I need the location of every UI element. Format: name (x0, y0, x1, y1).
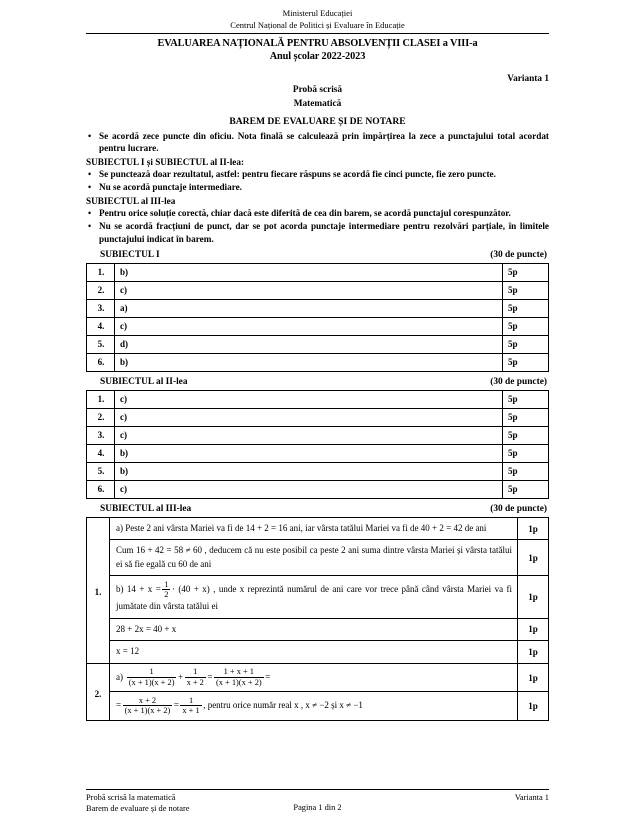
row-number: 5. (87, 335, 115, 353)
subject-1-heading-row (86, 250, 549, 260)
subject-2-heading-row (86, 377, 549, 387)
fraction-denominator: x + 1 (182, 706, 200, 716)
row-answer: c) (115, 281, 503, 299)
row-answer: b) (115, 353, 503, 371)
instruction-i-ii-2: • Nu se acordă punctaje intermediare. (86, 181, 549, 193)
fraction-denominator: 2 (164, 590, 169, 600)
table-row (87, 281, 549, 299)
table-row (87, 390, 549, 408)
footer-left-line-1: Probă scrisă la matematică (86, 793, 176, 802)
row-number: 4. (87, 317, 115, 335)
row-points: 5p (503, 263, 549, 281)
table-row (87, 299, 549, 317)
document-footer (86, 789, 549, 812)
row-points: 5p (503, 426, 549, 444)
plus-sign: + (177, 671, 184, 682)
footer-variant: Varianta 1 (514, 793, 549, 802)
table-row (87, 540, 549, 576)
table-row (87, 408, 549, 426)
row-points: 5p (503, 462, 549, 480)
subject-2-points: (30 de puncte) (490, 376, 547, 387)
solution-step-text: 28 + 2x = 40 + x (110, 618, 518, 641)
table-row (87, 263, 549, 281)
problem-number: 1. (87, 517, 110, 663)
solution-step-points: 1p (518, 576, 549, 618)
solution-step-points: 1p (518, 540, 549, 576)
row-answer: b) (115, 263, 503, 281)
subject-1-answer-table (86, 263, 549, 372)
footer-left (86, 792, 189, 814)
exam-title-line-1: EVALUAREA NAȚIONALĂ PENTRU ABSOLVENȚII CLASEI a VIII-a (157, 38, 478, 49)
proba-label: Probă scrisă (292, 85, 343, 96)
fraction-one-half (162, 580, 170, 600)
instruction-iii-2: • Nu se acordă fracțiuni de punct, dar se pot acorda punctaje intermediare pentru rezolvări parțiale, în limitele punctajului indicat în barem. (86, 220, 549, 244)
subject-1-points: (30 de puncte) (490, 249, 547, 260)
instruction-i-ii-1: • Se punctează doar rezultatul, astfel: pentru fiecare răspuns se acordă fie cinci puncte, fie zero puncte. (86, 168, 549, 180)
solution-step-points: 1p (518, 641, 549, 664)
footer-left-line-2: Barem de evaluare și de notare (86, 804, 190, 813)
equals-sign: = (207, 671, 213, 682)
table-row (87, 462, 549, 480)
equals-sign: = (116, 700, 122, 711)
table-row (87, 641, 549, 664)
subject-3-heading-row (86, 504, 549, 514)
fraction-term-1 (123, 696, 173, 716)
row-number: 2. (87, 408, 115, 426)
table-row (87, 353, 549, 371)
fraction-term-2 (180, 696, 201, 716)
fraction-numerator: x + 2 (138, 695, 157, 705)
subject-3-points: (30 de puncte) (490, 503, 547, 514)
row-answer: c) (115, 426, 503, 444)
row-number: 2. (87, 281, 115, 299)
table-row (87, 426, 549, 444)
fraction-denominator: (x + 1)(x + 2) (124, 706, 171, 716)
subject-1-title: SUBIECTUL I (100, 249, 160, 260)
exam-title-line-2: Anul școlar 2022-2023 (269, 50, 366, 62)
footer-divider (86, 789, 549, 790)
solution-step-text: x = 12 (110, 641, 518, 664)
document-header (86, 8, 549, 127)
table-row (87, 576, 549, 618)
fraction-term-3 (214, 667, 264, 687)
row-points: 5p (503, 299, 549, 317)
table-row (87, 663, 549, 692)
row-number: 1. (87, 390, 115, 408)
variant-label: Varianta 1 (507, 74, 549, 85)
equation-prefix: b) 14 + x = (116, 584, 161, 595)
fraction-denominator: x + 2 (186, 677, 204, 687)
fraction-numerator: 1 (149, 667, 154, 677)
table-row (87, 480, 549, 498)
solution-step-text (110, 663, 518, 692)
row-number: 1. (87, 263, 115, 281)
fraction-numerator: 1 (193, 667, 198, 677)
row-answer: c) (115, 390, 503, 408)
subject-3-solution-table (86, 517, 549, 721)
equation-tail: , pentru orice număr real x , x ≠ −2 și x ≠ −1 (203, 700, 363, 711)
fraction-term-1 (127, 667, 177, 687)
solution-step-text: Cum 16 + 42 = 58 ≠ 60 , deducem că nu este posibil ca peste 2 ani suma dintre vârsta Mariei și vârsta tatălui ei să fie egală cu 60 de ani (110, 540, 518, 576)
ministry-line-1: Ministerul Educației (282, 8, 353, 18)
row-answer: b) (115, 462, 503, 480)
row-answer: d) (115, 335, 503, 353)
row-number: 6. (87, 480, 115, 498)
row-points: 5p (503, 335, 549, 353)
footer-page-number: Pagina 1 din 2 (293, 803, 342, 812)
fraction-denominator: (x + 1)(x + 2) (128, 677, 175, 687)
barem-title: BAREM DE EVALUARE ȘI DE NOTARE (229, 116, 406, 128)
instruction-iii-1: • Pentru orice soluție corectă, chiar dacă este diferită de cea din barem, se acordă punctajul corespunzător. (86, 207, 549, 219)
row-answer: a) (115, 299, 503, 317)
table-row (87, 444, 549, 462)
table-row (87, 317, 549, 335)
equation-tail: · (40 + x) , unde x reprezintă numărul de ani care vor trece până când vârsta Mariei va fi jumătate din vârsta tatălui ei (116, 584, 512, 612)
fraction-denominator: (x + 1)(x + 2) (215, 677, 262, 687)
fraction-numerator: 1 (188, 695, 194, 705)
row-points: 5p (503, 444, 549, 462)
solution-step-points: 1p (518, 618, 549, 641)
row-number: 3. (87, 426, 115, 444)
equals-sign-2: = (173, 700, 179, 711)
row-answer: c) (115, 480, 503, 498)
solution-step-points: 1p (518, 692, 549, 721)
solution-step-points: 1p (518, 517, 549, 540)
row-number: 6. (87, 353, 115, 371)
fraction-numerator: 1 (164, 579, 169, 589)
table-row (87, 517, 549, 540)
solution-step-text (110, 576, 518, 618)
row-answer: c) (115, 408, 503, 426)
subject-2-answer-table (86, 390, 549, 499)
row-points: 5p (503, 317, 549, 335)
subject-2-title: SUBIECTUL al II-lea (100, 376, 188, 387)
solution-step-text (110, 692, 518, 721)
header-divider (86, 33, 549, 34)
row-answer: b) (115, 444, 503, 462)
fraction-numerator: 1 + x + 1 (223, 667, 254, 677)
subject-3-title: SUBIECTUL al III-lea (100, 503, 192, 514)
problem-number: 2. (87, 663, 110, 721)
row-number: 4. (87, 444, 115, 462)
row-number: 5. (87, 462, 115, 480)
instructions-head-iii: SUBIECTUL al III-lea (86, 195, 176, 206)
subject-label: Matematică (293, 98, 342, 109)
row-points: 5p (503, 390, 549, 408)
instructions-head-i-ii: SUBIECTUL I și SUBIECTUL al II-lea: (86, 156, 245, 167)
table-row (87, 618, 549, 641)
solution-step-text: a) Peste 2 ani vârsta Mariei va fi de 14 + 2 = 16 ani, iar vârsta tatălui Mariei va fi de 40 + 2 = 42 de ani (110, 517, 518, 540)
fraction-term-2 (185, 667, 206, 687)
table-row (87, 335, 549, 353)
instructions-block (86, 130, 549, 245)
row-points: 5p (503, 353, 549, 371)
solution-step-points: 1p (518, 663, 549, 692)
equation-tail: = (265, 671, 271, 682)
equation-prefix: a) (116, 671, 123, 682)
table-row (87, 692, 549, 721)
row-answer: c) (115, 317, 503, 335)
row-points: 5p (503, 281, 549, 299)
ministry-line-2: Centrul Național de Politici și Evaluare în Educație (230, 19, 405, 30)
instruction-oficiu: • Se acordă zece puncte din oficiu. Nota finală se calculează prin împărțirea la zece a punctajului total acordat pentru lucrare. (86, 130, 549, 154)
row-points: 5p (503, 408, 549, 426)
row-points: 5p (503, 480, 549, 498)
row-number: 3. (87, 299, 115, 317)
